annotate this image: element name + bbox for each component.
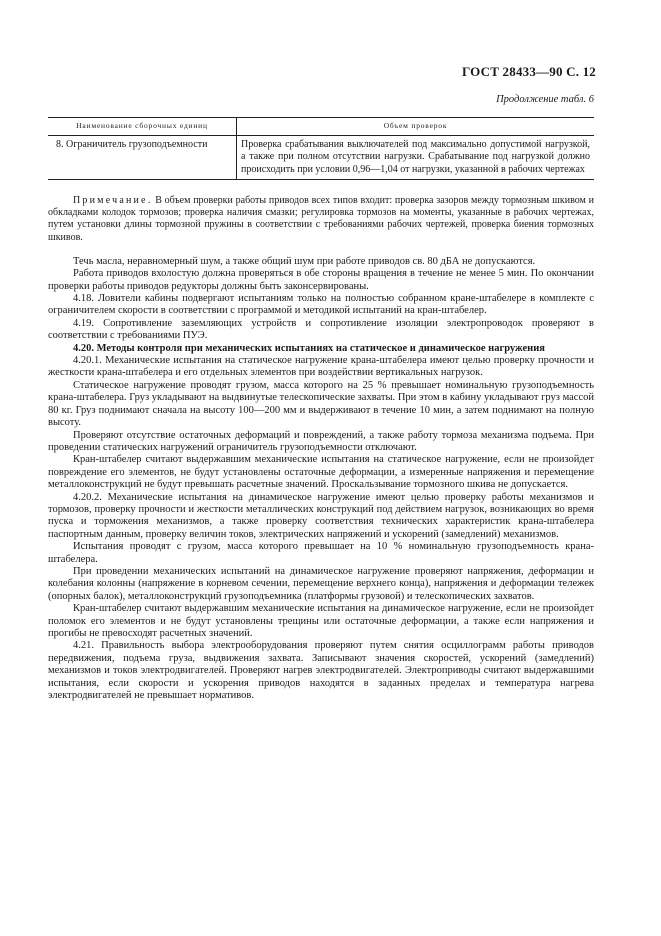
paragraph: Испытания проводят с грузом, масса которого превышает на 10 % номинальную грузоподъемность крана-штабелера. xyxy=(48,541,594,565)
paragraph: 4.21. Правильность выбора электрооборудования проверяют путем снятия осциллограмм работы приводов передвижения, подъема груза, выдвижения захвата. Записывают значения скоростей, ускорений (замедлений) механизмов и токов электродвигателей. Проверяют нагрев электродвигателей. Электроприводы считают выдержавшими испытания, если скорости и ускорения приводов находятся в заданных пределах и температура нагрева электродвигателей не превышает нормативов. xyxy=(48,640,594,702)
table-header-scope: Объем проверок xyxy=(237,118,595,136)
inspection-table xyxy=(48,117,594,180)
paragraph: Работа приводов вхолостую должна проверяться в обе стороны вращения в течение не менее 5 мин. По окончании проверки работы приводов редукторы должны быть законсервированы. xyxy=(48,268,594,292)
paragraph: Кран-штабелер считают выдержавшим механические испытания на статическое нагружение, если не произойдет повреждение его элементов, не будут установлены остаточные деформации, а измеренные напряжения и перемещение металлоконструкций не будут превышать расчетные значений. Проскальзывание тормозного шкива не допускается. xyxy=(48,454,594,491)
paragraph: При проведении механических испытаний на динамическое нагружение проверяют напряжения, деформации и колебания колонны (напряжение в корневом сечении, перемещение верхнего конца), напряжения и деформации тележек (опорных балок), металлоконструкций грузоподъемника (платформы грузовой) и телескопических захватов. xyxy=(48,565,594,602)
paragraph: 4.19. Сопротивление заземляющих устройств и сопротивление изоляции электропроводок проверяют в соответствии с требованиями ПУЭ. xyxy=(48,317,594,342)
note-label: Примечание. xyxy=(73,195,153,206)
table-note xyxy=(48,195,594,244)
paragraph: Течь масла, неравномерный шум, а также общий шум при работе приводов св. 80 дБА не допускаются. xyxy=(73,255,536,267)
section-heading: 4.20. Методы контроля при механических испытаниях на статическое и динамическое нагружения xyxy=(73,342,545,354)
paragraph: Кран-штабелер считают выдержавшим механические испытания на динамическое нагружение, если не произойдет поломок его элементов и не будут установлены трещины или остаточные деформации, а также если напряжения и прогибы не превосходят расчетных значений. xyxy=(48,603,594,639)
table-cell-unit: 8. Ограничитель грузоподъемности xyxy=(48,135,237,180)
paragraph: 4.20.1. Механические испытания на статическое нагружение крана-штабелера имеют целью проверку прочности и жесткости крана-штабелера и его отдельных элементов при воздействии вертикальных нагрузок. xyxy=(48,355,594,379)
paragraph: Статическое нагружение проводят грузом, масса которого на 25 % превышает номинальную грузоподъемность крана-штабелера. Груз укладывают на выдвинутые телескопические захваты. При этом в кабину укладывают груз массой 80 кг. Груз поднимают сначала на высоту 100—200 мм и выдерживают в течение 10 мин, а затем поднимают на полную высоту. xyxy=(48,379,594,429)
note-text: В объем проверки работы приводов всех типов входит: проверка зазоров между тормозным шкивом и обкладками колодок тормозов; проверка наличия смазки; регулировка тормозов на моменты, указанные в рабочих чертежах, путем установки длины тормозной пружины в соответствии с требованиями рабочих чертежей, проверка биения тормозных шкивов. xyxy=(48,195,594,243)
document-body xyxy=(48,195,594,702)
page-header: ГОСТ 28433—90 С. 12 xyxy=(462,64,596,79)
table-header-row xyxy=(48,118,594,136)
table-cell-scope: Проверка срабатывания выключателей под максимально допустимой нагрузкой, а также при полном отсутствии нагрузки. Срабатывание под нагрузкой должно происходить при условии 0,96—1,04 от нагрузки, указанной в рабочих чертежах xyxy=(237,135,595,180)
paragraph: Проверяют отсутствие остаточных деформаций и повреждений, а также работу тормоза механизма подъема. При проведении статических нагружений ограничитель грузоподъемности отключают. xyxy=(48,429,594,453)
paragraph: 4.20.2. Механические испытания на динамическое нагружение имеют целью проверку работы механизмов и тормозов, проверку прочности и жесткости металлических конструкций под действием нагрузок, возникающих во время пуска и торможения механизмов, а также проверку соответствия технических характеристик крана-штабелера паспортным данным, проверку величин токов, электрических напряжений и ускорений (замедлений) механизмов. xyxy=(48,491,594,540)
paragraph: 4.18. Ловители кабины подвергают испытаниям только на полностью собранном кране-штабелере в комплекте с ограничителем скорости в соответствии с программой и методикой испытаний на кран-штабелер. xyxy=(48,293,594,317)
table-header-assembly-units: Наименование сборочных единиц xyxy=(48,118,237,136)
table-row xyxy=(48,135,594,180)
table-continuation-label: Продолжение табл. 6 xyxy=(496,94,594,105)
